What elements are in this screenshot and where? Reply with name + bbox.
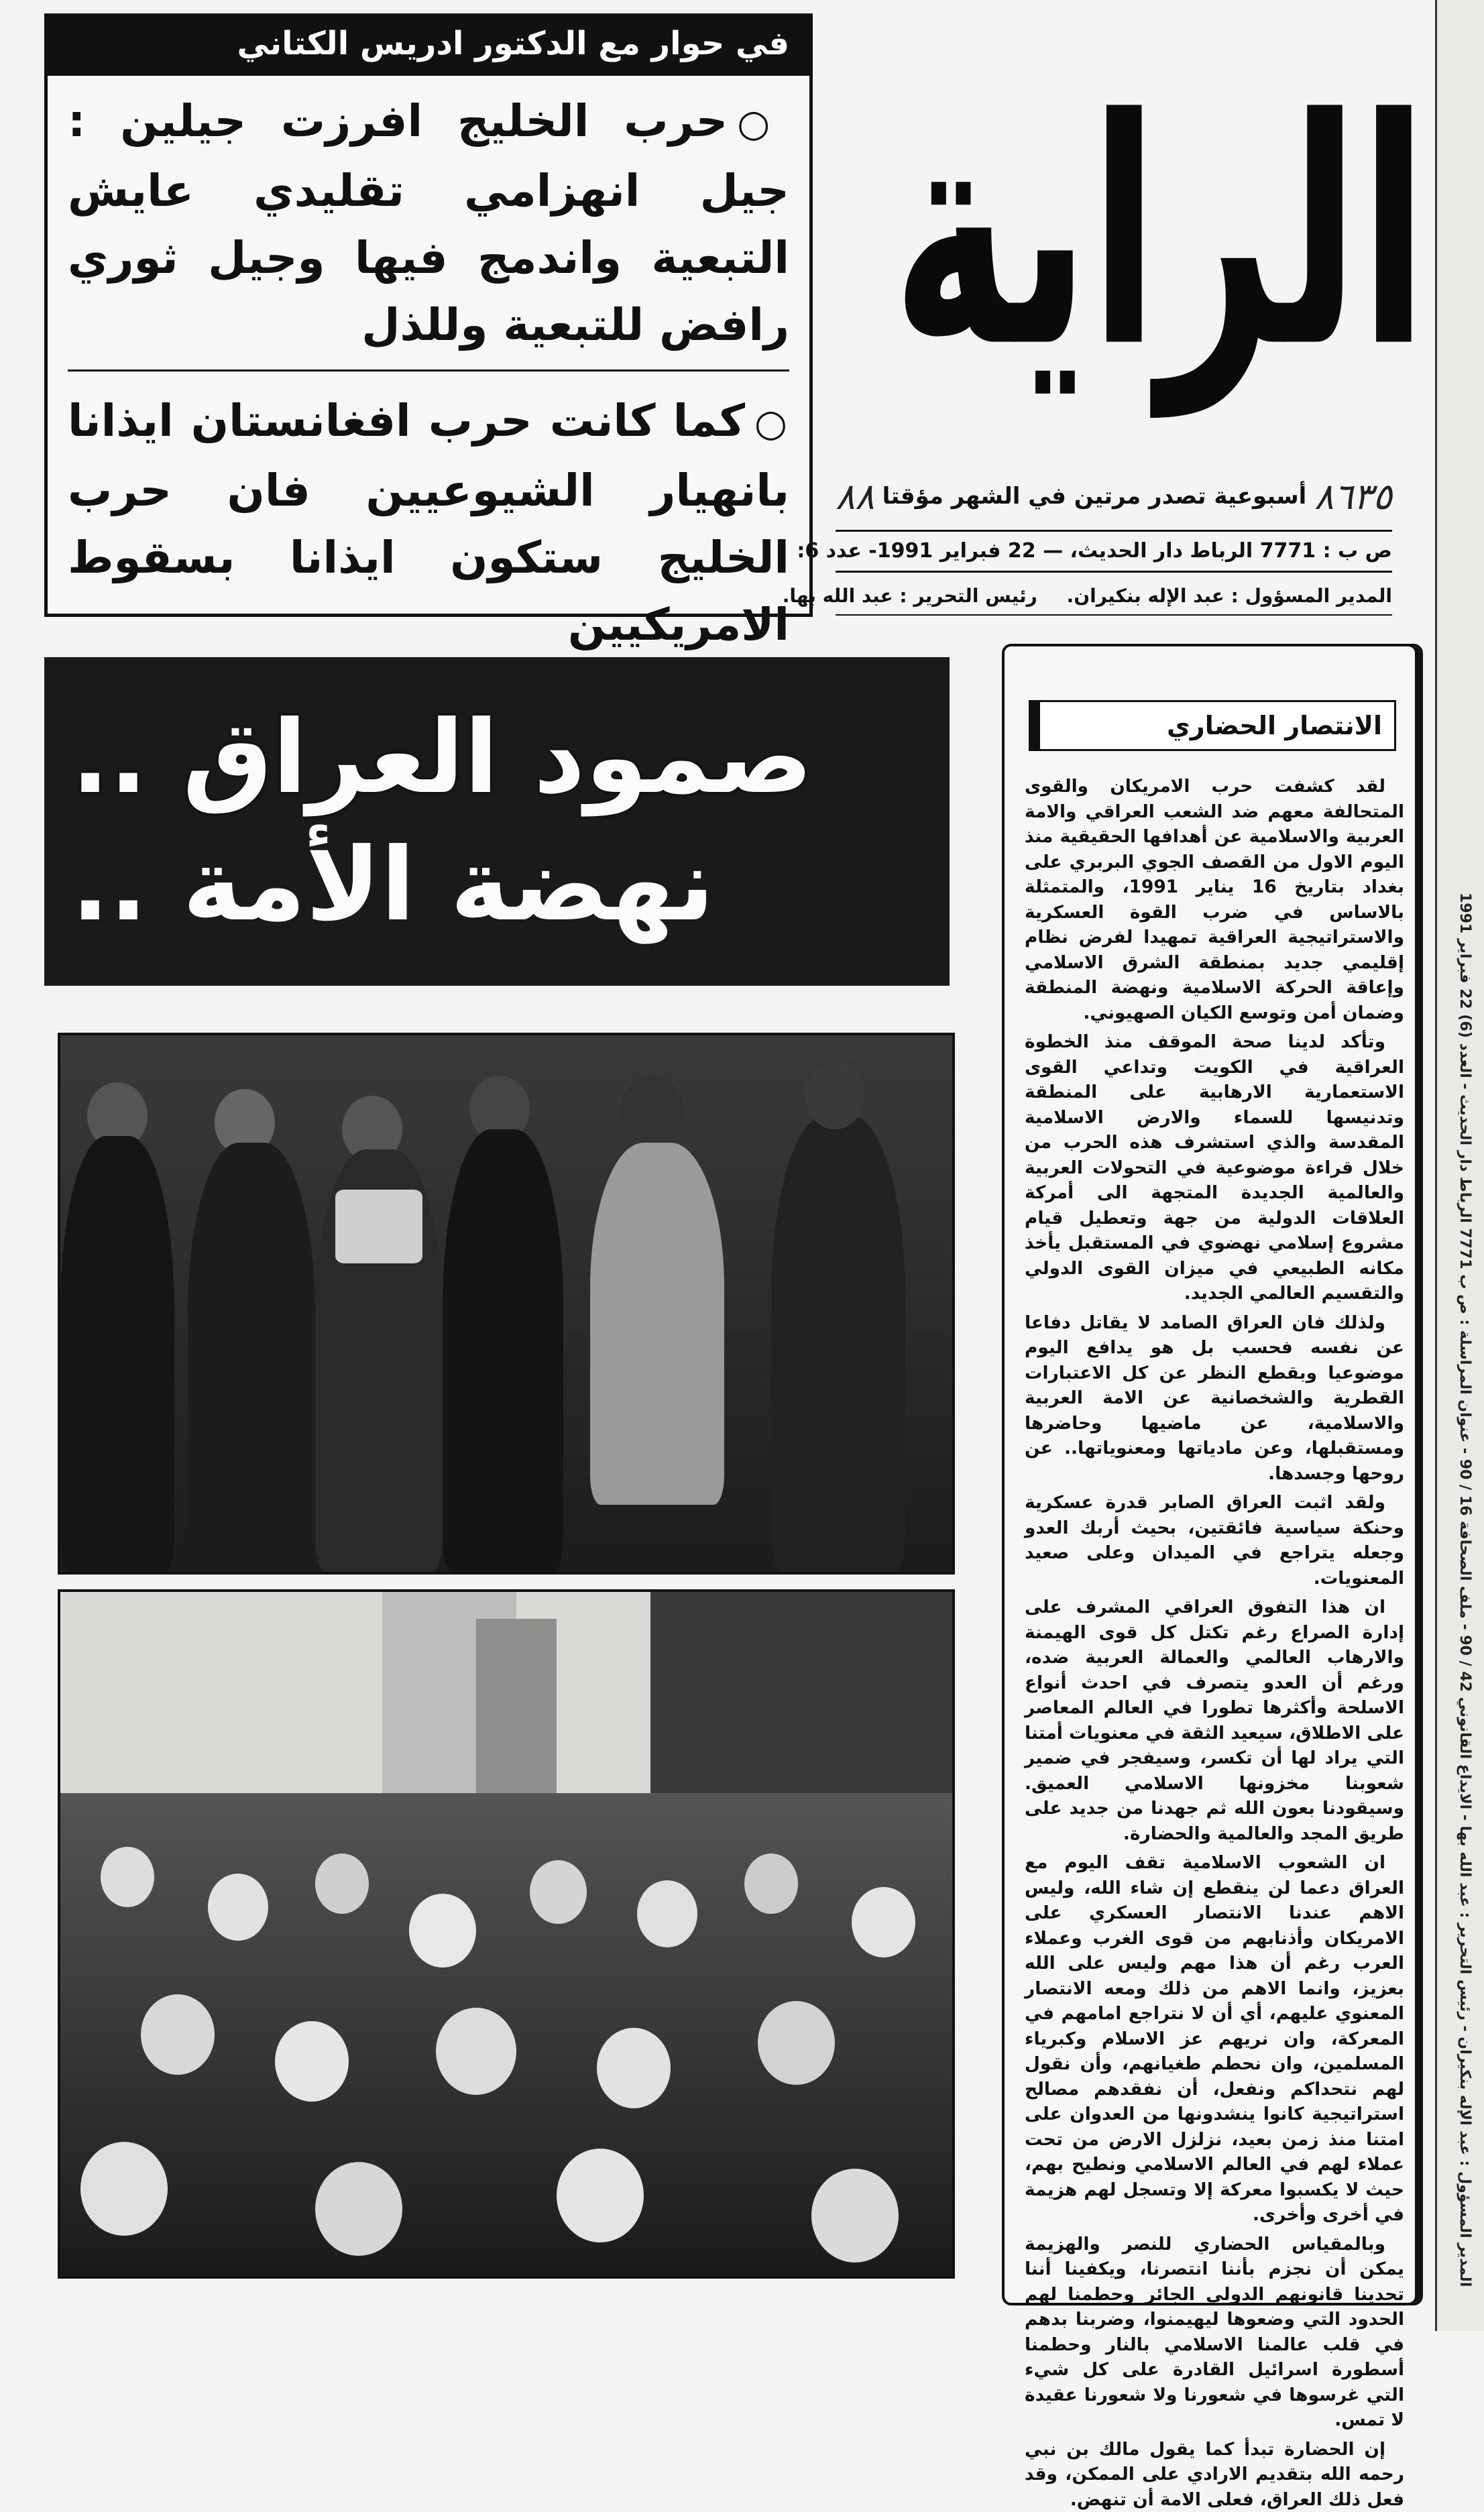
editorial-body: [1025, 774, 1404, 2512]
photo-crowd: [58, 1589, 955, 2279]
bullet-circle-icon: ○: [754, 402, 789, 445]
interview-item-2: [48, 376, 809, 665]
editorial-paragraph: ان هذا التفوق العراقي المشرف على إدارة الصراع رغم تكتل كل قوى الهيمنة والارهاب العالمي والعمالة العربية ضده، ورغم أن العدو يتصرف في احدث أنواع الاسلحة وأكثرها تطورا في العالم المعاصر على الاطلاق، سيعيد الثقة في معنويات أمتنا التي يراد لها أن تكسر، وسيفجر في ضمير شعوبنا مخزونها الاسلامي العميق. وسيقودنا بعون الله ثم جهدنا من جديد على طريق المجد والعالمية والحضارة.: [1025, 1595, 1404, 1846]
interview-item-1-text: حرب الخليج افرزت جيلين : جيل انهزامي تقليدي عايش التبعية واندمج فيها وجيل ثوري رافض للتبعية وللذل: [68, 95, 789, 351]
editorial-title: الانتصار الحضاري: [1029, 700, 1396, 751]
editor-credit: رئيس التحرير : عبد الله بها.: [783, 585, 1037, 607]
interview-header: في حوار مع الدكتور ادريس الكتاني: [48, 17, 809, 76]
editorial-paragraph: وبالمقياس الحضاري للنصر والهزيمة يمكن أن نجزم بأننا انتصرنا، ويكفينا أننا تحدينا قانونهم الدولي الجائر وحطمنا لهم الحدود التي وضعوها ليهيمنوا، وضربنا بدهم في قلب عالمنا الاسلامي بالنار وحطمنا أسطورة اسرائيل القادرة على كل شيء التي غرسوها في شعورنا ولا شعورنا عقيدة لا تمس.: [1025, 2232, 1404, 2433]
interview-divider: [68, 369, 789, 372]
editorial-paragraph: ان الشعوب الاسلامية تقف اليوم مع العراق دعما لن ينقطع إن شاء الله، وليس الاهم عندنا الانتصار العسكري على الامريكان وأذنابهم من قوى الغرب وعملاء العرب رغم أن هذا مهم وليس على الله بعزيز، وانما الاهم من ذلك ومعه الانتصار المعنوي عليهم، أي أن لا نتراجع امامهم في المعركة، وان نريهم عز الاسلام وكبرياء المسلمين، وان نحطم طغيانهم، وأن نقول لهم نتحداكم ونفعل، أن نفقدهم مصالح استراتيجية كانوا ينشدونها من العدوان على امتنا منذ زمن بعيد، نزلزل الارض من تحت عملاء لهم في العالم الاسلامي ونطيح بهم، حيث لا يكسبوا معركة إلا وتسجل لهم هزيمة في أخرى وأخرى.: [1025, 1850, 1404, 2228]
interview-item-2-text: كما كانت حرب افغانستان ايذانا بانهيار الشيوعيين فان حرب الخليج ستكون ايذانا بسقوط الامريكيين: [68, 395, 789, 650]
editorial-paragraph: ولقد اثبت العراق الصابر قدرة عسكرية وحنكة سياسية فائقتين، بحيث أربك العدو وجعله يتراجع في الميدان وعلى صعيد المعنويات.: [1025, 1490, 1404, 1591]
interview-box: [44, 13, 813, 617]
headline-line-2: نهضة الأمة ..: [71, 821, 714, 949]
main-headline: [44, 657, 950, 986]
handwritten-note-left: ٨٨: [836, 475, 874, 518]
tagline: أسبوعية تصدر مرتين في الشهر مؤقتا: [882, 483, 1307, 510]
director-credit: المدير المسؤول : عبد الإله بنكيران.: [1067, 585, 1392, 607]
issue-line: ص ب : 7771 الرباط دار الحديث، — 22 فبراير 1991- عدد 6:: [836, 530, 1392, 573]
editorial-paragraph: لقد كشفت حرب الامريكان والقوى المتحالفة معهم ضد الشعب العراقي والامة العربية والاسلامية عن أهدافها الحقيقية منذ اليوم الاول من القصف الجوي البربري على بغداد بتاريخ 16 يناير 1991، والمتمثلة بالاساس في ضرب القوة العسكرية والاستراتيجية العراقية تمهيدا لفرض نظام إقليمي جديد بمنطقة الشرق الاسلامي وإعاقة الحركة الاسلامية ونهضة المنطقة وضمان أمن وتوسع الكيان الصهيوني.: [1025, 774, 1404, 1025]
staff-line: [836, 578, 1392, 616]
tagline-row: [836, 469, 1392, 523]
photo-leaders: [58, 1033, 955, 1575]
editorial-paragraph: إن الحضارة تبدأ كما يقول مالك بن نبي رحمه الله بتقديم الارادي على الممكن، وقد فعل ذلك العراق، فعلى الامة أن تنهض.: [1025, 2437, 1404, 2512]
editorial-paragraph: ولذلك فان العراق الصامد لا يقاتل دفاعا عن نفسه فحسب بل هو يدافع اليوم موضوعيا وبقطع النظر عن كل الاعتبارات القطرية والشخصانية عن الامة العربية والاسلامية، عن ماضيها وحاضرها ومستقبلها، وعن مادياتها ومعنوياتها.. عن روحها وجسدها.: [1025, 1310, 1404, 1487]
masthead-logo: الراية: [892, 79, 1428, 391]
editorial-column: [1002, 644, 1423, 2305]
editorial-paragraph: وتأكد لدينا صحة الموقف منذ الخطوة العراقية في الكويت وتداعي القوى الاستعمارية الارهابية على المنطقة وتدنيسها للسماء والارض الاسلامية المقدسة والذي استشرف هذه الحرب من خلال قراءة موضوعية في التحولات العربية والعالمية الجديدة المتجهة الى أمركة العلاقات الدولية من جهة وتعطيل قيام مشروع إسلامي نهضوي في المستقبل يأخذ مكانه الطبيعي في ميزان القوى الدولي والتقسيم العالمي الجديد.: [1025, 1029, 1404, 1306]
headline-line-1: صمود العراق ..: [71, 694, 813, 821]
handwritten-note-right: ٨٦٣٥: [1314, 475, 1392, 518]
page-margin-strip: [1435, 0, 1484, 2331]
margin-vertical-text: المدير المسؤول : عبد الإله بنكيران - رئيس التحرير : عبد الله بها - الايداع القانوني 42 / 90 - ملف الصحافة 16 / 90 - عنوان المراسلة : ص ب 7771 الرباط دار الحديث - العدد (6) 22 فبراير 1991: [1446, 40, 1473, 2287]
masthead: [892, 7, 1428, 463]
bullet-circle-icon: ○: [737, 102, 789, 146]
interview-item-1: [48, 76, 809, 365]
